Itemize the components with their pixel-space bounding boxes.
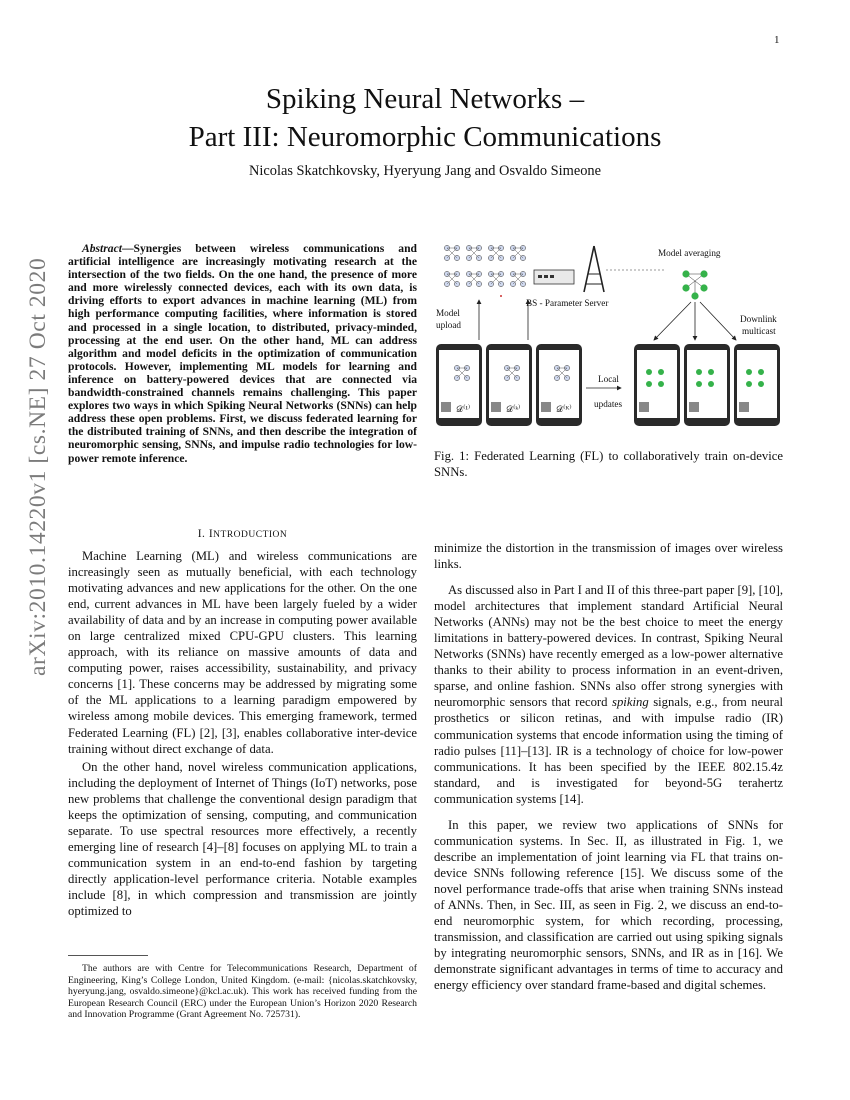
local-label: Local — [598, 374, 619, 384]
intro-paragraph-2: On the other hand, novel wireless communication applications, including the deployment of Internet of Things (IoT) networks, pose new problems that challenge the conventional design paradigm that keeps the optimization of sensing, computing, and communication separate. To use spectral resources more effectively, a recently emerging line of research [4]–[8] focuses on applying ML to train a communication system in an end-to-end fashion by targeting directly application-level performance criteria. Notable examples include [8], in which compression and transmission are jointly optimized to — [68, 759, 417, 919]
downlink-label-1: Downlink — [740, 314, 777, 324]
author-list: Nicolas Skatchkovsky, Hyeryung Jang and Osvaldo Simeone — [249, 163, 601, 179]
abstract-text: —Synergies between wireless communications and artificial intelligence are increasingly motivating research at the intersection of the two fields. On the one hand, the presence of more and more wirelessly connected devices, each with its own data, is driving efforts to export advances in machine learning (ML) from high performance computing facilities, where information is stored and processed in a single location, to distributed, privacy-minded, processing at the end user. On the other hand, ML can address algorithm and model deficits in the optimization of communication protocols. However, implementing ML models for learning and inference on battery-powered devices that are connected via bandwidth-constrained channels remains challenging. This paper explores two ways in which Spiking Neural Networks (SNNs) can help address these open problems. First, we discuss federated learning for the distributed training of SNNs, and then describe the integration of neuromorphic sensing, SNNs, and impulse radio technologies for low-power remote inference. — [68, 242, 417, 465]
dataset-label-K: 𝒟⁽ᴷ⁾ — [556, 404, 572, 414]
downlink-label-2: multicast — [742, 326, 776, 336]
bs-label: BS - Parameter Server — [526, 298, 609, 308]
spiking-emphasis: spiking — [612, 695, 649, 710]
right-paragraph-continued: minimize the distortion in the transmission of images over wireless links. — [434, 541, 783, 572]
figure-caption: Fig. 1: Federated Learning (FL) to collaboratively train on-device SNNs. — [434, 449, 783, 479]
model-upload-label-2: upload — [436, 320, 462, 330]
router-icon — [534, 270, 574, 284]
downlink-arrow-3 — [700, 302, 736, 340]
local-snn-icons — [444, 245, 525, 297]
updates-label: updates — [594, 399, 623, 409]
dataset-label-1: 𝒟⁽¹⁾ — [456, 404, 471, 414]
section-initial: I — [208, 528, 214, 540]
intro-paragraph-1: Machine Learning (ML) and wireless communications are increasingly seen as mutually beneficial, with each technology motivating advances and new applications for the other. On the one end, current advances in ML have been largely fueled by a wider availability of data and by an increase in computing power available on large centralized mixed CPU-GPU clusters. This learning approach, with its reliance on massive amounts of data and computing power, raises accessibility, sustainability, and privacy concerns [1]. These concerns may be addressed by migrating some of the ML applications to a learning paradigm empowered by wireless among mobile devices. This emerging framework, termed Federated Learning (FL) [2], [3], enables collaborative inter-device training without direct exchange of data. — [68, 549, 417, 756]
model-averaging-label: Model averaging — [658, 248, 721, 258]
dataset-label-k: 𝒟⁽ᵏ⁾ — [506, 404, 521, 414]
downlink-arrow-1 — [654, 302, 691, 340]
author-footnote: The authors are with Centre for Telecommunications Research, Department of Engineering, King’s College London, United Kingdom. (e-mail: {nicolas.skatchkovsky, hyeryung.jang, osvaldo.simeone}@kcl.ac.uk). This work has received funding from the European Research Council (ERC) under the European Union’s Horizon 2020 Research and Innovation Programme (Grant Agreement No. 725731). — [68, 963, 417, 1021]
left-column — [68, 548, 417, 919]
right-paragraph-3: In this paper, we review two applications of SNNs for communication systems. In Sec. II, as illustrated in Fig. 1, we describe an implementation of joint learning via FL that trains on-device SNNs following reference [15]. We discuss some of the novel performance trade-offs that arise when training SNNs instead of ANNs. Then, in Sec. III, as seen in Fig. 2, we discuss an end-to-end neuromorphic system, for which recording, processing, transmission, and classification are carried out using spiking signals by integrating neuromorphic sensors, SNNs, and IR as in [16]. We demonstrate significant advantages in terms of time to accuracy and energy efficiency over standard frame-based and digital schemes. — [434, 817, 783, 993]
paper-title — [0, 80, 850, 156]
right-paragraph-2 — [434, 582, 783, 807]
model-upload-label-1: Model — [436, 308, 460, 318]
footnote-rule — [68, 955, 148, 956]
page-number: 1 — [774, 34, 780, 46]
section-title-rest: NTRODUCTION — [213, 530, 288, 540]
antenna-tower-icon — [584, 246, 604, 292]
global-snn-icon — [682, 270, 707, 299]
section-number: I. — [197, 528, 209, 540]
right-column — [434, 540, 783, 993]
section-heading — [68, 528, 417, 540]
device-stack-right — [634, 344, 780, 426]
title-line-2: Part III: Neuromorphic Communications — [188, 121, 662, 153]
abstract — [68, 242, 417, 465]
right-paragraph-2-b: signals, e.g., from neural prosthetics or silicon retinas, and with impulse radio (IR) communication systems that encode information using the timing of radio pulses [11]–[13]. IR is a technology of choice for low-power communications. It has been specified by the IEEE 802.15.4z standard, and is investigated for beyond-5G terahertz communication systems [14]. — [434, 695, 783, 806]
right-paragraph-2-a: As discussed also in Part I and II of this three-part paper [9], [10], model architectures that implement standard Artificial Neural Networks (ANNs) may not be the best choice to meet the energy limitations in battery-powered devices. In contrast, Spiking Neural Networks (SNNs) have recently emerged as a low-power alternative thanks to their ability to process information in an event-driven, sparse, and online fashion. SNNs also offer strong synergies with neuromorphic sensors that record — [434, 583, 783, 710]
fl-diagram — [436, 236, 784, 436]
title-line-1: Spiking Neural Networks – — [265, 83, 585, 115]
arxiv-stamp: arXiv:2010.14220v1 [cs.NE] 27 Oct 2020 — [25, 257, 51, 676]
figure-1 — [436, 236, 784, 436]
abstract-label: Abstract — [82, 242, 122, 255]
